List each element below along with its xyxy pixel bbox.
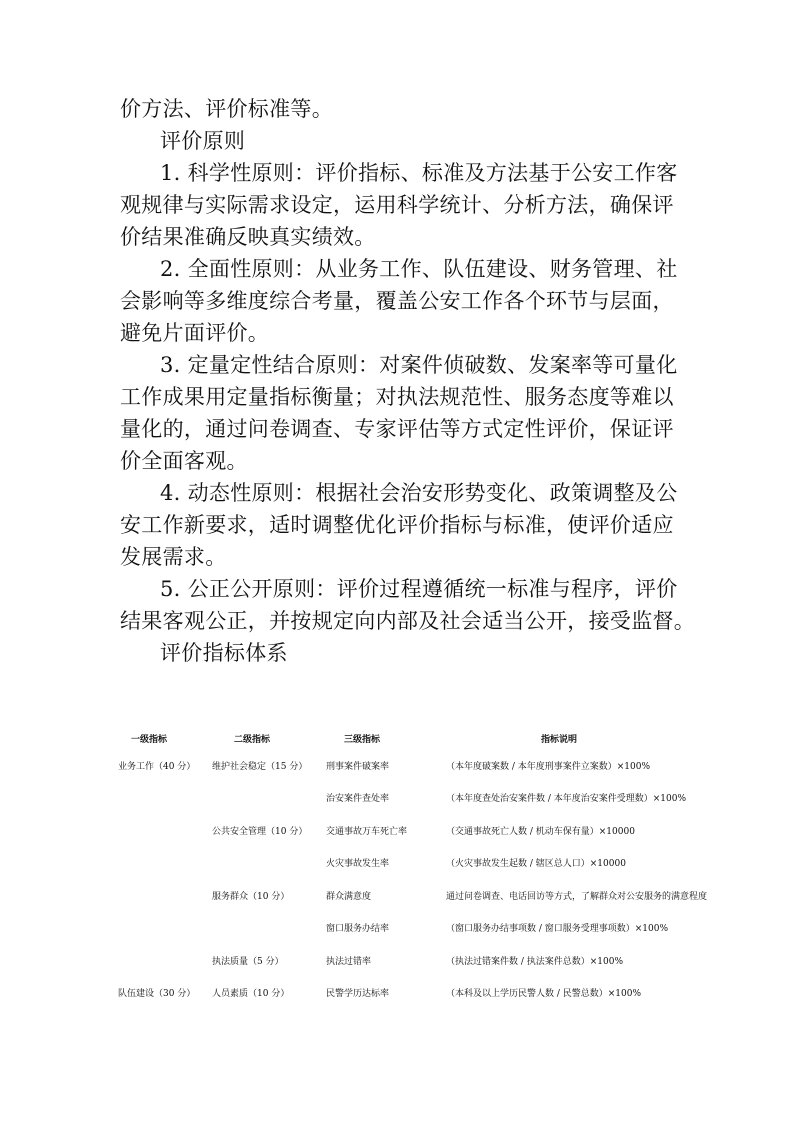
cell-level2: [198, 912, 306, 945]
table-row: [100, 912, 700, 945]
header-description: 指标说明: [540, 734, 577, 745]
section-heading-indicator-system: 评价指标体系: [160, 641, 288, 665]
cell-level3: 火灾事故发生率: [326, 859, 390, 870]
table-row: [100, 879, 700, 912]
paragraph-line: 1. 科学性原则：评价指标、标准及方法基于公安工作客: [160, 161, 678, 185]
table-row: [100, 782, 700, 815]
indicator-table-container: [100, 727, 708, 1009]
cell-level3: 执法过错率: [326, 956, 372, 967]
cell-level3: 民警学历达标率: [326, 989, 390, 1000]
paragraph-line: 2. 全面性原则：从业务工作、队伍建设、财务管理、社: [160, 257, 678, 281]
paragraph-line: 避免片面评价。: [120, 321, 270, 345]
body-text: [120, 93, 696, 669]
cell-level1: [100, 782, 198, 815]
cell-description: （本年度破案数 / 本年度刑事案件立案数）×100%: [446, 761, 651, 772]
table-row: [100, 847, 700, 880]
cell-level3: 治安案件查处率: [326, 794, 390, 805]
paragraph-line: 4. 动态性原则：根据社会治安形势变化、政策调整及公: [160, 481, 678, 505]
table-row: [100, 749, 700, 782]
paragraph-line: 安工作新要求，适时调整优化评价指标与标准，使评价适应: [120, 513, 674, 537]
cell-level1: [100, 944, 198, 977]
paragraph-line: 工作成果用定量指标衡量；对执法规范性、服务态度等难以: [120, 385, 674, 409]
cell-description: （火灾事故发生起数 / 辖区总人口）×10000: [446, 859, 626, 870]
paragraph-line: 价结果准确反映真实绩效。: [120, 225, 376, 249]
cell-level1: [100, 912, 198, 945]
cell-description: （本年度查处治安案件数 / 本年度治安案件受理数）×100%: [446, 794, 687, 805]
table-row: [100, 944, 700, 977]
cell-level2: [198, 847, 306, 880]
cell-level3: 窗口服务办结率: [326, 924, 390, 935]
header-level2: 二级指标: [233, 734, 270, 745]
cell-level1: [100, 879, 198, 912]
paragraph-line: 5. 公正公开原则：评价过程遵循统一标准与程序，评价: [160, 577, 678, 601]
cell-description: （执法过错案件数 / 执法案件总数）×100%: [446, 956, 624, 967]
paragraph-line: 价全面客观。: [120, 449, 248, 473]
table-row: [100, 977, 700, 1010]
cell-level1: [100, 814, 198, 847]
indicator-table: [100, 727, 708, 1009]
header-level3: 三级指标: [343, 734, 380, 745]
cell-description: 通过问卷调查、电话回访等方式，了解群众对公安服务的满意程度: [446, 891, 708, 902]
cell-level2: 维护社会稳定（15 分）: [212, 761, 308, 772]
paragraph-line: 量化的，通过问卷调查、专家评估等方式定性评价，保证评: [120, 417, 674, 441]
cell-level2: [198, 782, 306, 815]
paragraph-line: 3. 定量定性结合原则：对案件侦破数、发案率等可量化: [160, 353, 678, 377]
cell-level3: 群众满意度: [326, 891, 372, 902]
paragraph-line: 价方法、评价标准等。: [120, 97, 333, 121]
cell-level3: 交通事故万车死亡率: [326, 826, 408, 837]
cell-description: （窗口服务办结事项数 / 窗口服务受理事项数）×100%: [446, 924, 669, 935]
cell-level2: 人员素质（10 分）: [212, 989, 290, 1000]
paragraph-line: 结果客观公正，并按规定向内部及社会适当公开，接受监督。: [120, 609, 696, 633]
cell-level3: 刑事案件破案率: [326, 761, 390, 772]
cell-description: （本科及以上学历民警人数 / 民警总数）×100%: [446, 989, 642, 1000]
header-level1: 一级指标: [130, 734, 167, 745]
paragraph-line: 发展需求。: [120, 545, 227, 569]
section-heading-principles: 评价原则: [160, 129, 246, 153]
cell-level1: [100, 847, 198, 880]
cell-level2: 服务群众（10 分）: [212, 891, 290, 902]
table-row: [100, 814, 700, 847]
cell-level1: 队伍建设（30 分）: [118, 989, 196, 1000]
table-header-row: [100, 727, 700, 749]
cell-description: （交通事故死亡人数 / 机动车保有量）×10000: [446, 826, 635, 837]
paragraph-line: 观规律与实际需求设定，运用科学统计、分析方法，确保评: [120, 193, 674, 217]
cell-level1: 业务工作（40 分）: [118, 761, 196, 772]
paragraph-line: 会影响等多维度综合考量，覆盖公安工作各个环节与层面，: [120, 289, 674, 313]
cell-level2: 公共安全管理（10 分）: [212, 826, 308, 837]
cell-level2: 执法质量（5 分）: [212, 956, 284, 967]
